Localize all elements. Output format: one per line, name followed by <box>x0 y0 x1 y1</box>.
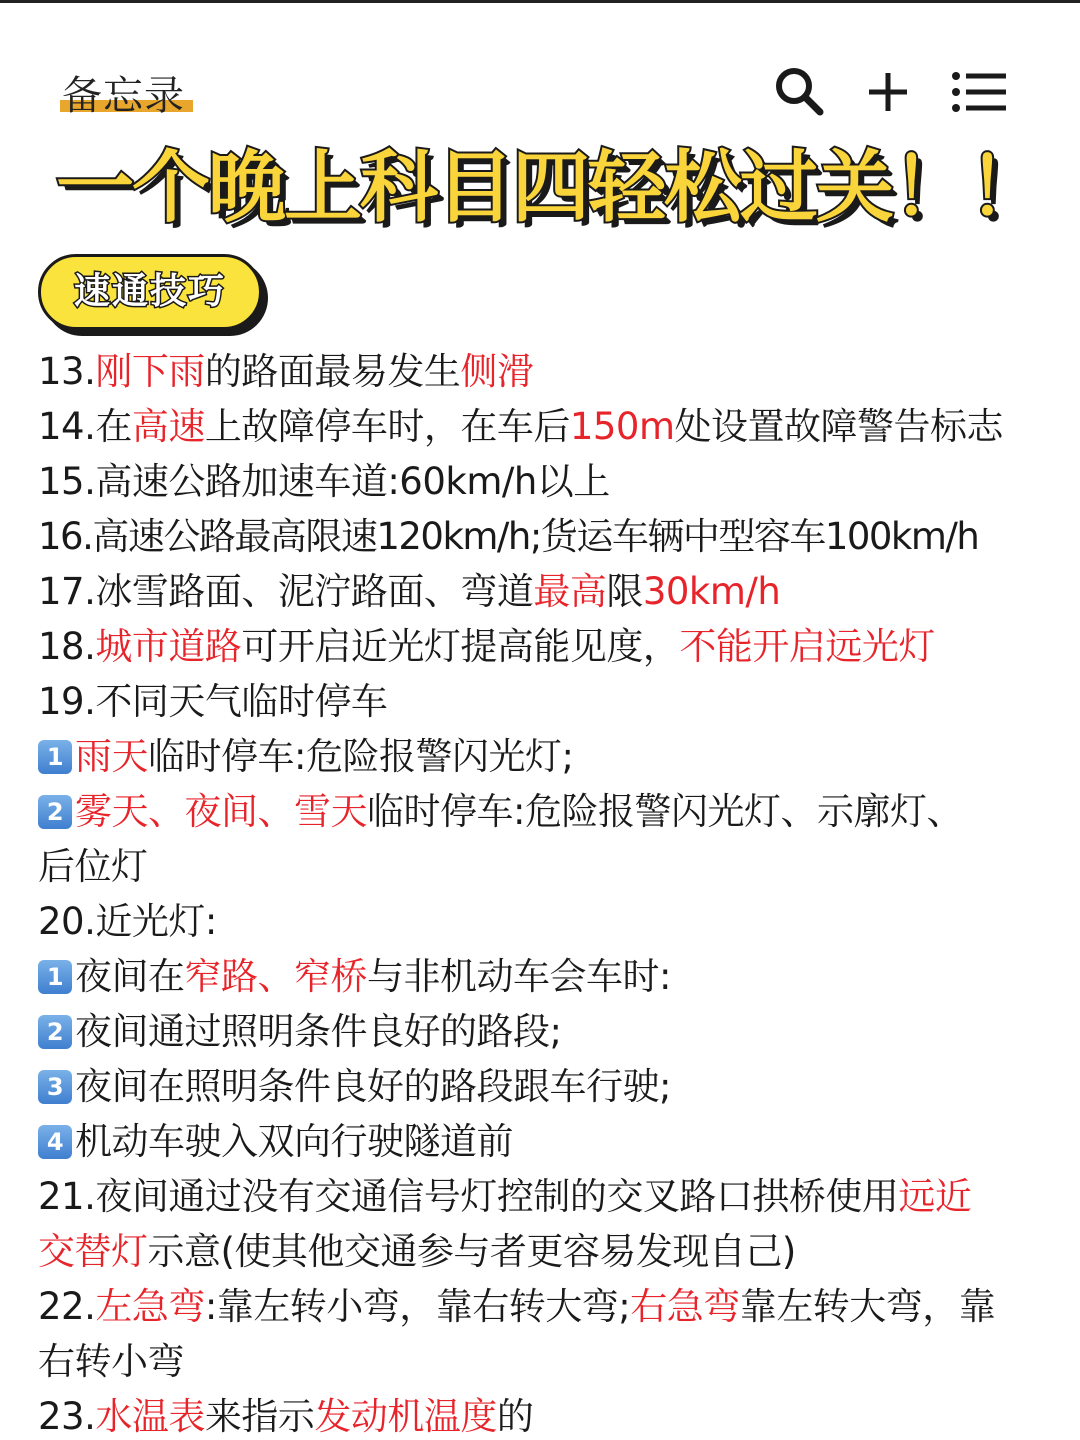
highlight-text: 水温表 <box>95 1395 205 1438</box>
app-title: 备忘录 <box>62 73 185 119</box>
text-segment: 示意(使其他交通参与者更容易发现自己) <box>147 1230 796 1273</box>
highlight-text: 远近 <box>898 1175 972 1218</box>
note-line <box>38 894 1048 949</box>
text-segment: 处设置故障警告标志 <box>674 405 1004 448</box>
highlight-text: 左急弯 <box>95 1285 205 1328</box>
highlight-text: 窄路、窄桥 <box>184 955 367 998</box>
note-line <box>38 344 1048 399</box>
note-line <box>38 1004 1048 1059</box>
text-segment: 限 <box>606 570 643 613</box>
highlight-text: 雾天、夜间、雪天 <box>75 790 367 833</box>
note-line <box>38 674 1048 729</box>
note-line <box>38 1224 1048 1279</box>
search-icon <box>770 62 830 122</box>
add-button[interactable] <box>858 62 918 122</box>
note-content[interactable] <box>38 344 1048 1440</box>
text-segment: 夜间在照明条件良好的路段跟车行驶; <box>75 1065 671 1108</box>
text-segment: 的路面最易发生 <box>204 350 461 393</box>
highlight-text: 不能开启远光灯 <box>679 625 935 668</box>
text-segment: 上故障停车时，在车后 <box>204 405 570 448</box>
text-segment: 与非机动车会车时: <box>367 955 671 998</box>
note-line <box>38 1169 1048 1224</box>
highlight-text: 发动机温度 <box>314 1395 497 1438</box>
number-badge-icon: 2 <box>38 1015 72 1049</box>
note-line <box>38 399 1048 454</box>
note-line <box>38 839 1048 894</box>
note-line <box>38 729 1048 784</box>
highlight-text: 高速 <box>131 405 205 448</box>
text-segment: 17.冰雪路面、泥泞路面、弯道 <box>38 570 534 613</box>
text-segment: 临时停车:危险报警闪光灯、示廓灯、 <box>367 790 963 833</box>
number-badge-icon: 1 <box>38 960 72 994</box>
text-segment: 16.高速公路最高限速120km/h;货运车辆中型容车100km/h <box>38 515 979 558</box>
text-segment: 机动车驶入双向行驶隧道前 <box>75 1120 513 1163</box>
number-badge-icon: 2 <box>38 795 72 829</box>
headline <box>0 138 1080 238</box>
text-segment: 来指示 <box>204 1395 315 1438</box>
text-segment: 夜间通过照明条件良好的路段; <box>75 1010 562 1053</box>
note-line <box>38 1334 1048 1389</box>
note-line <box>38 1114 1048 1169</box>
text-segment: 15.高速公路加速车道:60km/h以上 <box>38 460 610 503</box>
highlight-text: 右急弯 <box>630 1285 740 1328</box>
text-segment: 后位灯 <box>38 845 148 888</box>
note-line <box>38 564 1048 619</box>
note-line <box>38 454 1048 509</box>
text-segment: 的 <box>496 1395 534 1438</box>
section-tag <box>38 254 270 338</box>
text-segment: 夜间在 <box>75 955 185 998</box>
text-segment: 临时停车:危险报警闪光灯; <box>148 735 574 778</box>
note-line <box>38 1279 1048 1334</box>
top-border <box>0 0 1080 3</box>
highlight-text: 150m <box>569 405 675 448</box>
headline-text: 一个晚上科目四轻松过关！！ <box>55 143 1044 233</box>
plus-icon <box>858 62 918 122</box>
tag-pill <box>38 254 262 330</box>
text-segment: 23. <box>38 1395 96 1438</box>
number-badge-icon: 1 <box>38 740 72 774</box>
highlight-text: 雨天 <box>75 735 148 778</box>
menu-button[interactable] <box>948 62 1008 122</box>
search-button[interactable] <box>770 62 830 122</box>
highlight-text: 交替灯 <box>38 1230 148 1273</box>
highlight-text: 最高 <box>533 570 607 613</box>
app-header <box>0 50 1080 130</box>
highlight-text: 刚下雨 <box>95 350 205 393</box>
note-line <box>38 509 1048 564</box>
number-badge-icon: 4 <box>38 1125 72 1159</box>
note-line <box>38 1059 1048 1114</box>
highlight-text: 城市道路 <box>95 625 242 668</box>
list-menu-icon <box>948 62 1008 122</box>
highlight-text: 30km/h <box>642 570 781 613</box>
text-segment: 靠左转大弯，靠 <box>739 1285 996 1328</box>
tag-label: 速通技巧 <box>73 271 226 312</box>
text-segment: :靠左转小弯，靠右转大弯; <box>204 1285 631 1328</box>
text-segment: 20.近光灯: <box>38 900 217 943</box>
note-line <box>38 1389 1048 1440</box>
text-segment: 22. <box>38 1285 96 1328</box>
note-line <box>38 949 1048 1004</box>
note-line <box>38 784 1048 839</box>
text-segment: 19.不同天气临时停车 <box>38 680 388 723</box>
number-badge-icon: 3 <box>38 1070 72 1104</box>
text-segment: 18. <box>38 625 96 668</box>
text-segment: 13. <box>38 350 96 393</box>
text-segment: 可开启近光灯提高能见度， <box>241 625 680 668</box>
highlight-text: 侧滑 <box>460 350 534 393</box>
note-line <box>38 619 1048 674</box>
text-segment: 14.在 <box>38 405 132 448</box>
text-segment: 右转小弯 <box>38 1340 184 1383</box>
text-segment: 21.夜间通过没有交通信号灯控制的交叉路口拱桥使用 <box>38 1175 899 1218</box>
